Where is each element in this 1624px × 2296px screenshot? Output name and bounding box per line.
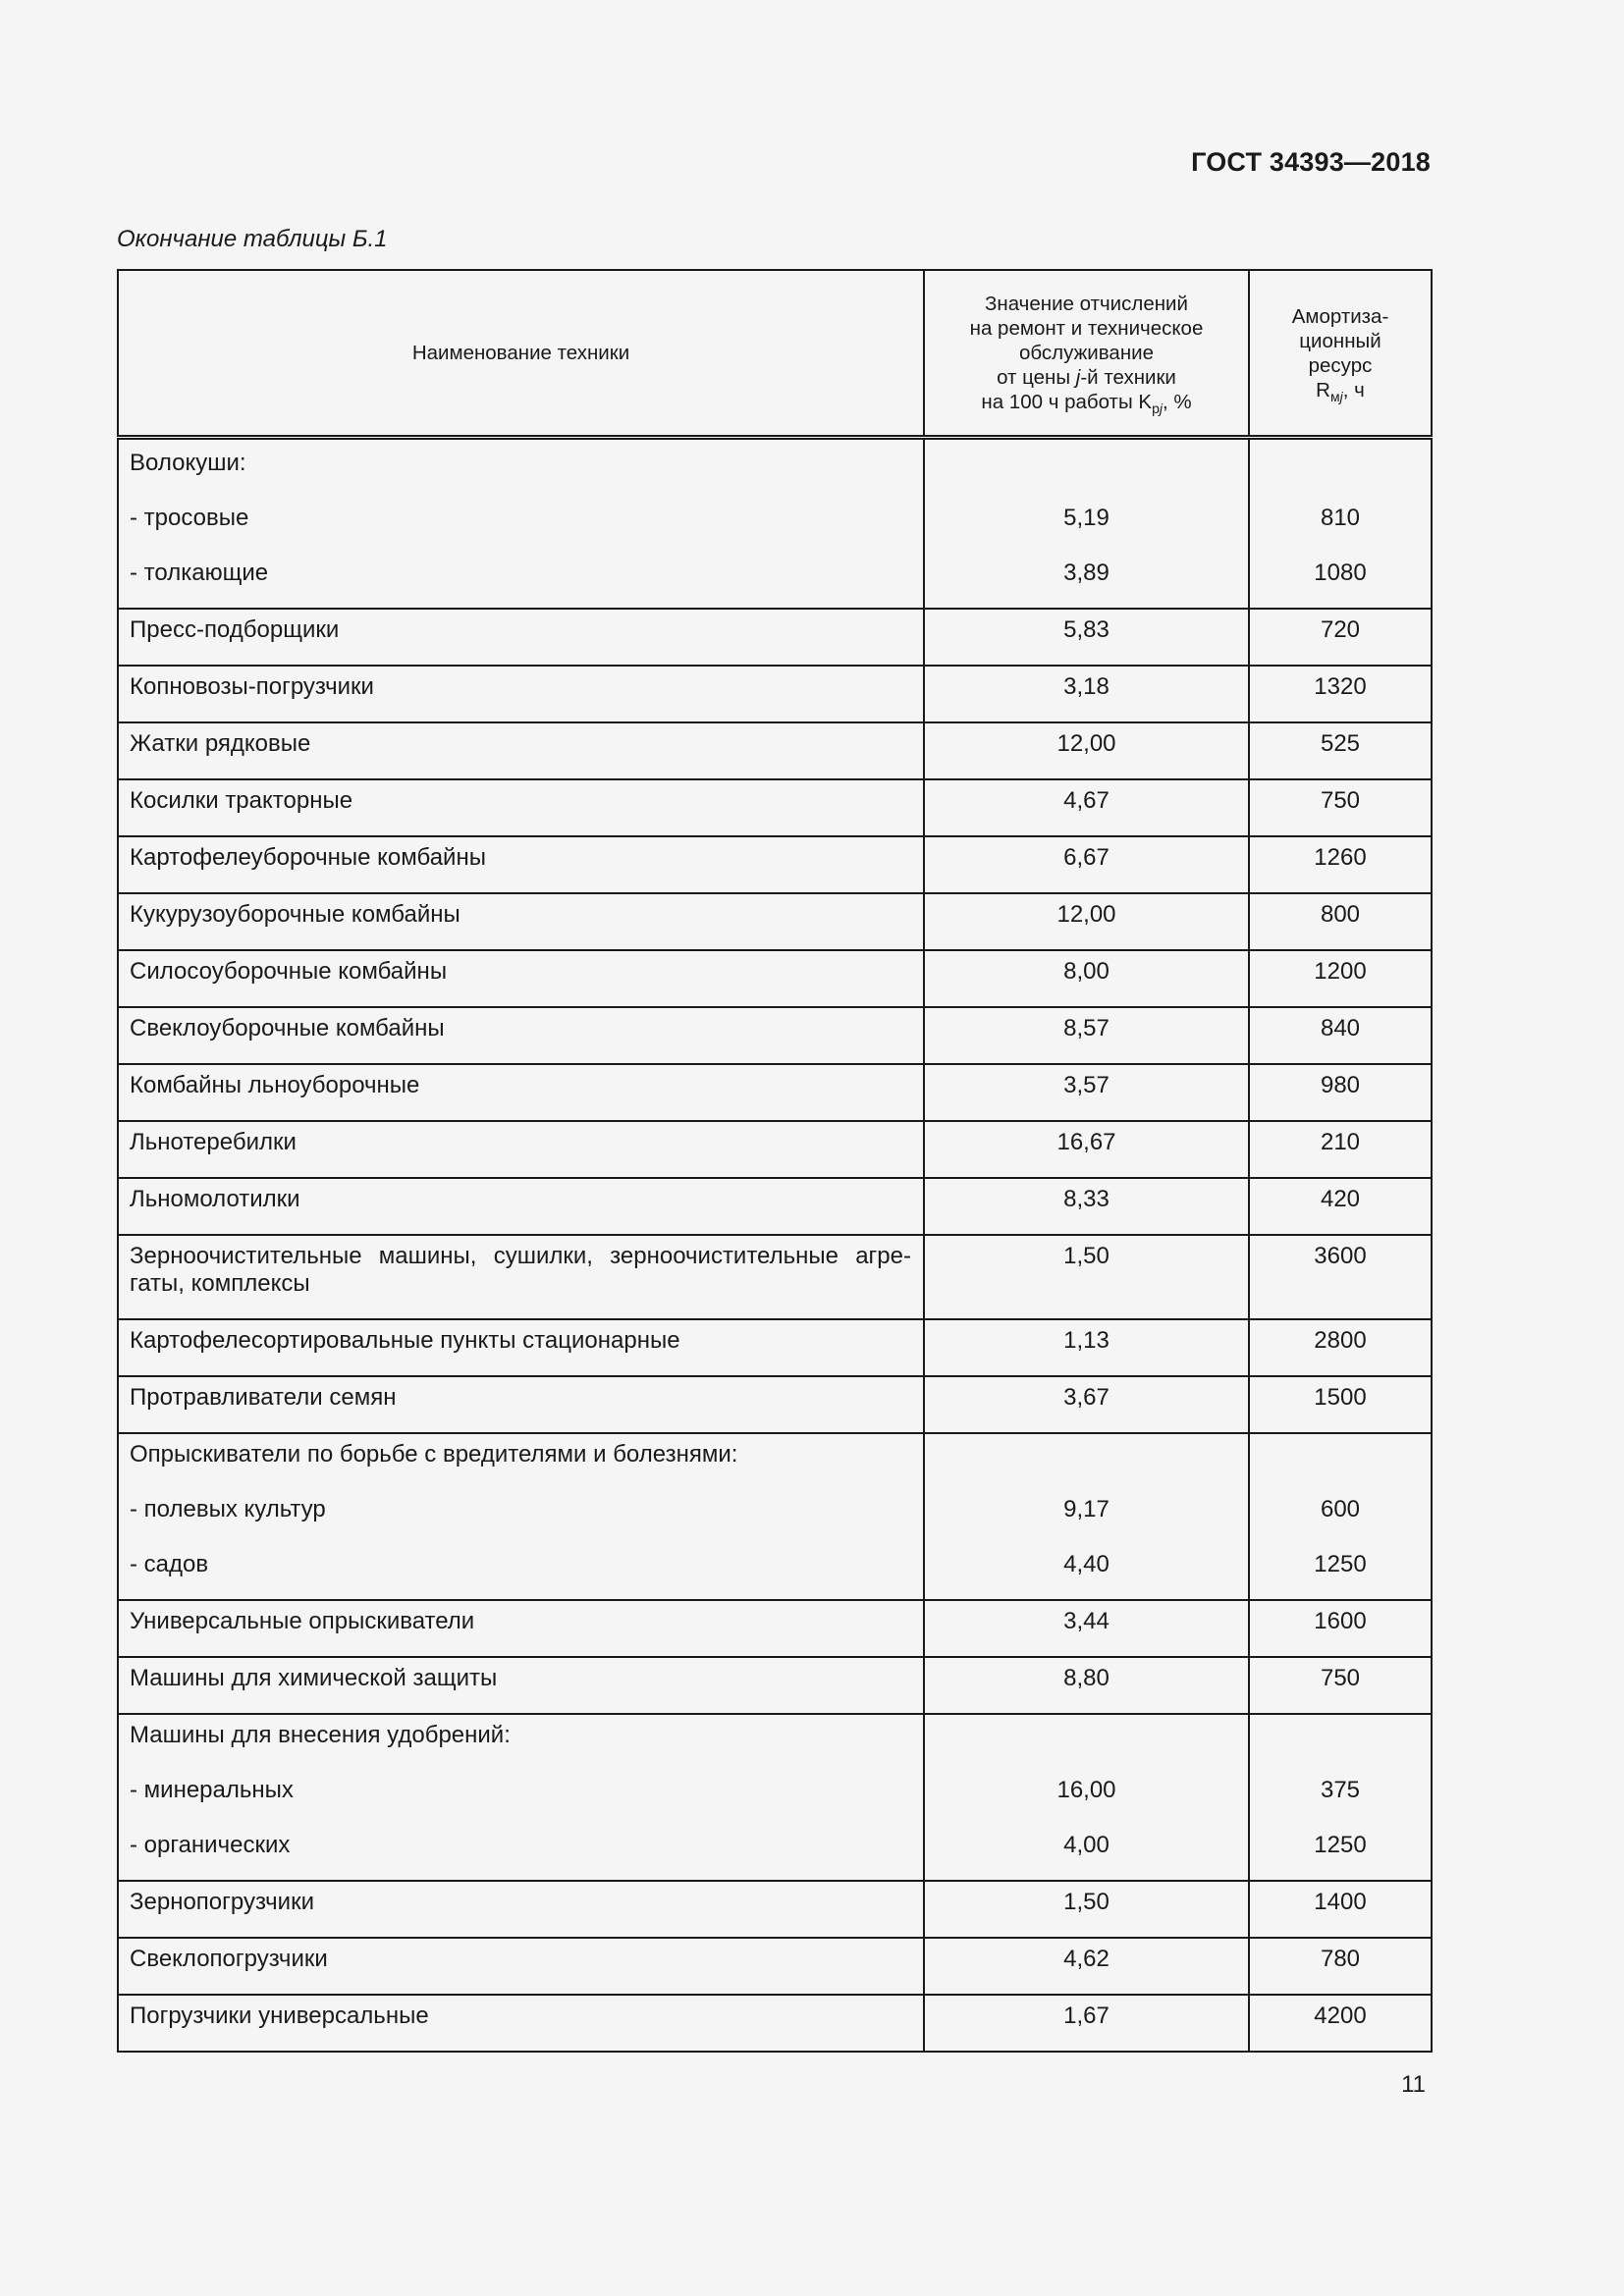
table-row	[118, 609, 1432, 666]
header-rm-line: ресурс	[1308, 353, 1373, 377]
row-name: Волокуши:	[118, 438, 924, 499]
row-rm: 720	[1249, 609, 1432, 666]
table-row	[118, 1064, 1432, 1121]
row-kp	[924, 438, 1249, 499]
table-row	[118, 666, 1432, 722]
row-rm: 4200	[1249, 1995, 1432, 2052]
table-header-row	[118, 270, 1432, 438]
row-kp: 12,00	[924, 722, 1249, 779]
header-rm-line: , ч	[1342, 378, 1365, 401]
row-kp: 9,17	[924, 1489, 1249, 1544]
row-name: - полевых культур	[118, 1489, 924, 1544]
row-kp: 4,00	[924, 1825, 1249, 1881]
row-rm: 1250	[1249, 1544, 1432, 1600]
header-kp-line: , %	[1162, 391, 1192, 413]
row-rm: 1080	[1249, 553, 1432, 609]
table-row	[118, 1178, 1432, 1235]
row-name: - садов	[118, 1544, 924, 1600]
table-row	[118, 1007, 1432, 1064]
row-kp: 1,50	[924, 1235, 1249, 1319]
header-rm-line: ционный	[1299, 329, 1381, 352]
table-row	[118, 1121, 1432, 1178]
row-name: Протравливатели семян	[118, 1376, 924, 1433]
table-row	[118, 1319, 1432, 1376]
table-row	[118, 1600, 1432, 1657]
table-row	[118, 950, 1432, 1007]
header-kp-line: на ремонт и техническое	[969, 317, 1204, 340]
row-rm: 780	[1249, 1938, 1432, 1995]
row-kp: 3,89	[924, 553, 1249, 609]
row-kp: 5,83	[924, 609, 1249, 666]
row-rm	[1249, 1433, 1432, 1489]
table-row	[118, 1714, 1432, 1770]
row-rm	[1249, 1714, 1432, 1770]
row-kp: 4,62	[924, 1938, 1249, 1995]
table-row	[118, 779, 1432, 836]
row-name: Силосоуборочные комбайны	[118, 950, 924, 1007]
table-row	[118, 893, 1432, 950]
row-name: Комбайны льноуборочные	[118, 1064, 924, 1121]
page-number: 11	[1401, 2071, 1426, 2098]
row-rm: 2800	[1249, 1319, 1432, 1376]
header-rm-line: R	[1316, 378, 1330, 401]
row-name: Свеклоуборочные комбайны	[118, 1007, 924, 1064]
row-kp	[924, 1433, 1249, 1489]
row-rm: 375	[1249, 1770, 1432, 1825]
table-row	[118, 1376, 1432, 1433]
table-row	[118, 1433, 1432, 1489]
row-kp: 8,00	[924, 950, 1249, 1007]
row-name: Свеклопогрузчики	[118, 1938, 924, 1995]
row-kp: 3,67	[924, 1376, 1249, 1433]
row-kp	[924, 1714, 1249, 1770]
row-rm: 3600	[1249, 1235, 1432, 1319]
row-name: Картофелесортировальные пункты стационарные	[118, 1319, 924, 1376]
row-name: Кукурузоуборочные комбайны	[118, 893, 924, 950]
table-row	[118, 498, 1432, 553]
header-name: Наименование техники	[118, 270, 924, 438]
row-rm: 1320	[1249, 666, 1432, 722]
row-name: Льномолотилки	[118, 1178, 924, 1235]
row-rm: 1600	[1249, 1600, 1432, 1657]
table-row	[118, 553, 1432, 609]
row-rm: 750	[1249, 1657, 1432, 1714]
row-rm: 525	[1249, 722, 1432, 779]
row-kp: 4,67	[924, 779, 1249, 836]
row-kp: 3,44	[924, 1600, 1249, 1657]
table-row	[118, 1657, 1432, 1714]
row-name: Машины для внесения удобрений:	[118, 1714, 924, 1770]
table-row	[118, 1881, 1432, 1938]
table-row	[118, 1995, 1432, 2052]
row-rm	[1249, 438, 1432, 499]
row-rm: 1500	[1249, 1376, 1432, 1433]
table-row	[118, 1489, 1432, 1544]
table-row	[118, 1235, 1432, 1319]
header-kp-line: на 100 ч работы K	[981, 391, 1153, 413]
table-caption: Окончание таблицы Б.1	[117, 226, 388, 252]
header-kp-subscript: pj	[1152, 400, 1163, 417]
row-rm: 1400	[1249, 1881, 1432, 1938]
row-name: - органических	[118, 1825, 924, 1881]
row-kp: 1,13	[924, 1319, 1249, 1376]
row-rm: 1260	[1249, 836, 1432, 893]
row-kp: 4,40	[924, 1544, 1249, 1600]
row-rm: 980	[1249, 1064, 1432, 1121]
row-kp: 1,67	[924, 1995, 1249, 2052]
table-row	[118, 438, 1432, 499]
row-name: - минеральных	[118, 1770, 924, 1825]
header-rm-line: Амортиза-	[1291, 304, 1389, 328]
row-kp: 6,67	[924, 836, 1249, 893]
row-name: - тросовые	[118, 498, 924, 553]
row-rm: 810	[1249, 498, 1432, 553]
row-kp: 1,50	[924, 1881, 1249, 1938]
table-row	[118, 1825, 1432, 1881]
row-name: Машины для химической защиты	[118, 1657, 924, 1714]
row-rm: 1200	[1249, 950, 1432, 1007]
row-rm: 840	[1249, 1007, 1432, 1064]
row-name: Опрыскиватели по борьбе с вредителями и болезнями:	[118, 1433, 924, 1489]
header-rm	[1249, 270, 1432, 438]
header-kp-line: Значение отчислений	[985, 293, 1188, 315]
row-kp: 5,19	[924, 498, 1249, 553]
table-row	[118, 1770, 1432, 1825]
row-name: - толкающие	[118, 553, 924, 609]
header-kp	[924, 270, 1249, 438]
row-rm: 210	[1249, 1121, 1432, 1178]
row-name: Универсальные опрыскиватели	[118, 1600, 924, 1657]
row-name: Жатки рядковые	[118, 722, 924, 779]
row-name: Зернопогрузчики	[118, 1881, 924, 1938]
header-kp-line: от цены j-й техники	[997, 366, 1176, 389]
row-rm: 600	[1249, 1489, 1432, 1544]
row-name: Копновозы-погрузчики	[118, 666, 924, 722]
row-rm: 420	[1249, 1178, 1432, 1235]
row-name: Зерноочистительные машины, сушилки, зерноочистительные агре-гаты, комплексы	[118, 1235, 924, 1319]
machinery-table	[117, 269, 1433, 2053]
document-code: ГОСТ 34393—2018	[1191, 147, 1431, 177]
row-name: Льнотеребилки	[118, 1121, 924, 1178]
table-row	[118, 722, 1432, 779]
table-row	[118, 1938, 1432, 1995]
row-kp: 12,00	[924, 893, 1249, 950]
row-name: Косилки тракторные	[118, 779, 924, 836]
header-kp-line: обслуживание	[1018, 342, 1154, 364]
row-rm: 1250	[1249, 1825, 1432, 1881]
row-rm: 800	[1249, 893, 1432, 950]
row-kp: 16,67	[924, 1121, 1249, 1178]
table-row	[118, 836, 1432, 893]
row-name: Картофелеуборочные комбайны	[118, 836, 924, 893]
row-kp: 3,18	[924, 666, 1249, 722]
row-name: Погрузчики универсальные	[118, 1995, 924, 2052]
row-kp: 8,57	[924, 1007, 1249, 1064]
row-name: Пресс-подборщики	[118, 609, 924, 666]
row-kp: 16,00	[924, 1770, 1249, 1825]
row-kp: 3,57	[924, 1064, 1249, 1121]
row-rm: 750	[1249, 779, 1432, 836]
table-row	[118, 1544, 1432, 1600]
row-kp: 8,80	[924, 1657, 1249, 1714]
row-kp: 8,33	[924, 1178, 1249, 1235]
header-rm-subscript: мj	[1329, 388, 1343, 404]
